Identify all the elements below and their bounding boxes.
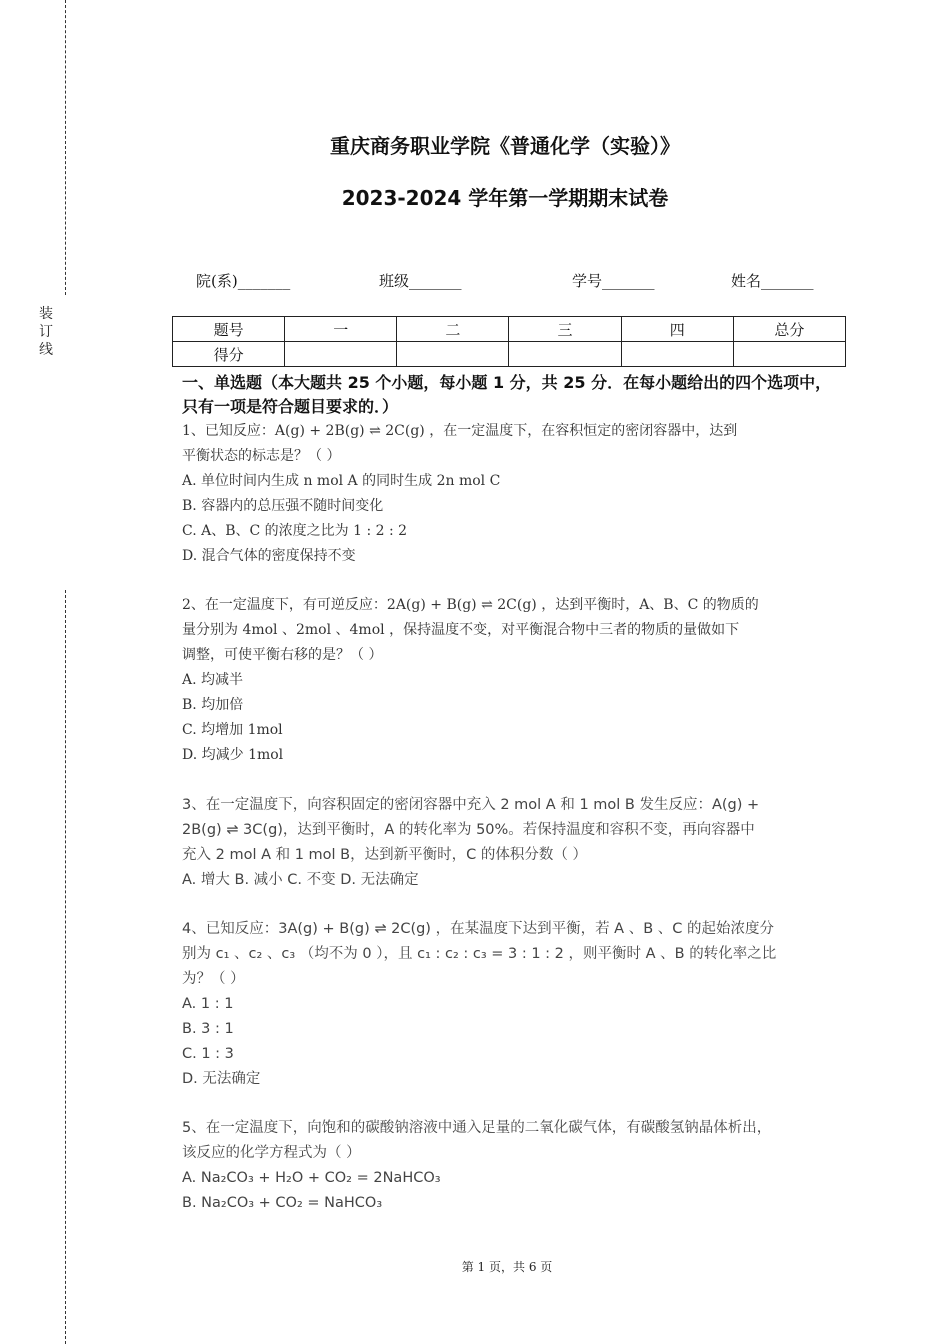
score-cell — [397, 342, 509, 367]
table-cell: 三 — [509, 317, 621, 342]
page-number: 第 1 页，共 6 页 — [461, 1260, 553, 1274]
q4-text-line: 为？（ ） — [182, 971, 245, 987]
q5-text-line: 5、在一定温度下，向饱和的碳酸钠溶液中通入足量的二氧化碳气体，有碳酸氢钠晶体析出， — [182, 1120, 772, 1136]
score-cell — [621, 342, 733, 367]
q2-option-b: B. 均加倍 — [182, 697, 244, 713]
score-table-header-row — [173, 317, 846, 342]
q5-text-line: 该反应的化学方程式为（ ） — [182, 1145, 361, 1161]
table-cell: 得分 — [173, 342, 285, 367]
exam-title: 重庆商务职业学院《普通化学（实验）》 — [330, 134, 680, 158]
q5-option-b: B. Na₂CO₃ + CO₂ = NaHCO₃ — [182, 1195, 383, 1211]
q2-option-d: D. 均减少 1mol — [182, 747, 284, 763]
q1-option-d: D. 混合气体的密度保持不变 — [182, 548, 356, 564]
binding-label — [38, 305, 54, 359]
q4-option-b: B. 3 : 1 — [182, 1021, 234, 1037]
q3-text-line: 2B(g) ⇌ 3C(g)，达到平衡时，A 的转化率为 50%。若保持温度和容积不变，再向容器中 — [182, 822, 755, 838]
table-cell: 二 — [397, 317, 509, 342]
student-id-field: 学号_______ — [572, 272, 655, 290]
score-cell — [285, 342, 397, 367]
q4-option-c: C. 1 : 3 — [182, 1046, 234, 1062]
q3-text-line: 充入 2 mol A 和 1 mol B，达到新平衡时，C 的体积分数（ ） — [182, 847, 587, 863]
q2-text-line: 2、在一定温度下，有可逆反应：2A(g) + B(g) ⇌ 2C(g) ，达到平衡时，A、B、C 的物质的 — [182, 597, 759, 613]
table-cell: 题号 — [173, 317, 285, 342]
q3-text-line: 3、在一定温度下，向容积固定的密闭容器中充入 2 mol A 和 1 mol B 发生反应：A(g) + — [182, 797, 760, 813]
q1-option-c: C. A、B、C 的浓度之比为 1 : 2 : 2 — [182, 523, 408, 539]
exam-subtitle: 2023-2024 学年第一学期期末试卷 — [341, 186, 669, 210]
section-heading: 一、单选题（本大题共 25 个小题，每小题 1 分，共 25 分．在每小题给出的四个选项中，只有一项是符合题目要求的．） — [182, 373, 832, 416]
q2-text-line: 调整，可使平衡右移的是？（ ） — [182, 647, 383, 663]
q1-text-line: 1、已知反应：A(g) + 2B(g) ⇌ 2C(g) ，在一定温度下，在容积恒定的密闭容器中，达到 — [182, 423, 738, 439]
score-table — [172, 316, 846, 367]
binding-char: 装 — [39, 306, 53, 322]
department-field: 院(系)_______ — [196, 272, 291, 290]
name-field: 姓名_______ — [731, 272, 814, 290]
binding-line-bottom — [65, 590, 66, 1344]
table-cell: 一 — [285, 317, 397, 342]
table-cell: 四 — [621, 317, 733, 342]
q1-text-line: 平衡状态的标志是？（ ） — [182, 448, 341, 464]
q2-text-line: 量分别为 4mol 、2mol 、4mol ，保持温度不变，对平衡混合物中三者的物质的量做如下 — [182, 622, 740, 638]
q4-text-line: 别为 c₁ 、c₂ 、c₃ （均不为 0 ），且 c₁ : c₂ : c₃ = 3 : 1 : 2 ，则平衡时 A 、B 的转化率之比 — [182, 946, 777, 962]
binding-char: 线 — [39, 342, 53, 358]
score-cell — [733, 342, 845, 367]
score-table-score-row — [173, 342, 846, 367]
q2-option-c: C. 均增加 1mol — [182, 722, 283, 738]
q4-text-line: 4、已知反应：3A(g) + B(g) ⇌ 2C(g) ，在某温度下达到平衡，若 A 、B 、C 的起始浓度分 — [182, 921, 774, 937]
q5-option-a: A. Na₂CO₃ + H₂O + CO₂ = 2NaHCO₃ — [182, 1170, 441, 1186]
q1-option-b: B. 容器内的总压强不随时间变化 — [182, 498, 384, 514]
class-field: 班级_______ — [379, 272, 462, 290]
table-cell: 总分 — [733, 317, 845, 342]
binding-char: 订 — [39, 324, 53, 340]
q4-option-a: A. 1 : 1 — [182, 996, 234, 1012]
q1-option-a: A. 单位时间内生成 n mol A 的同时生成 2n mol C — [182, 473, 501, 489]
q3-options: A. 增大 B. 减小 C. 不变 D. 无法确定 — [182, 872, 419, 888]
q2-option-a: A. 均减半 — [182, 672, 244, 688]
score-cell — [509, 342, 621, 367]
q4-option-d: D. 无法确定 — [182, 1071, 261, 1087]
